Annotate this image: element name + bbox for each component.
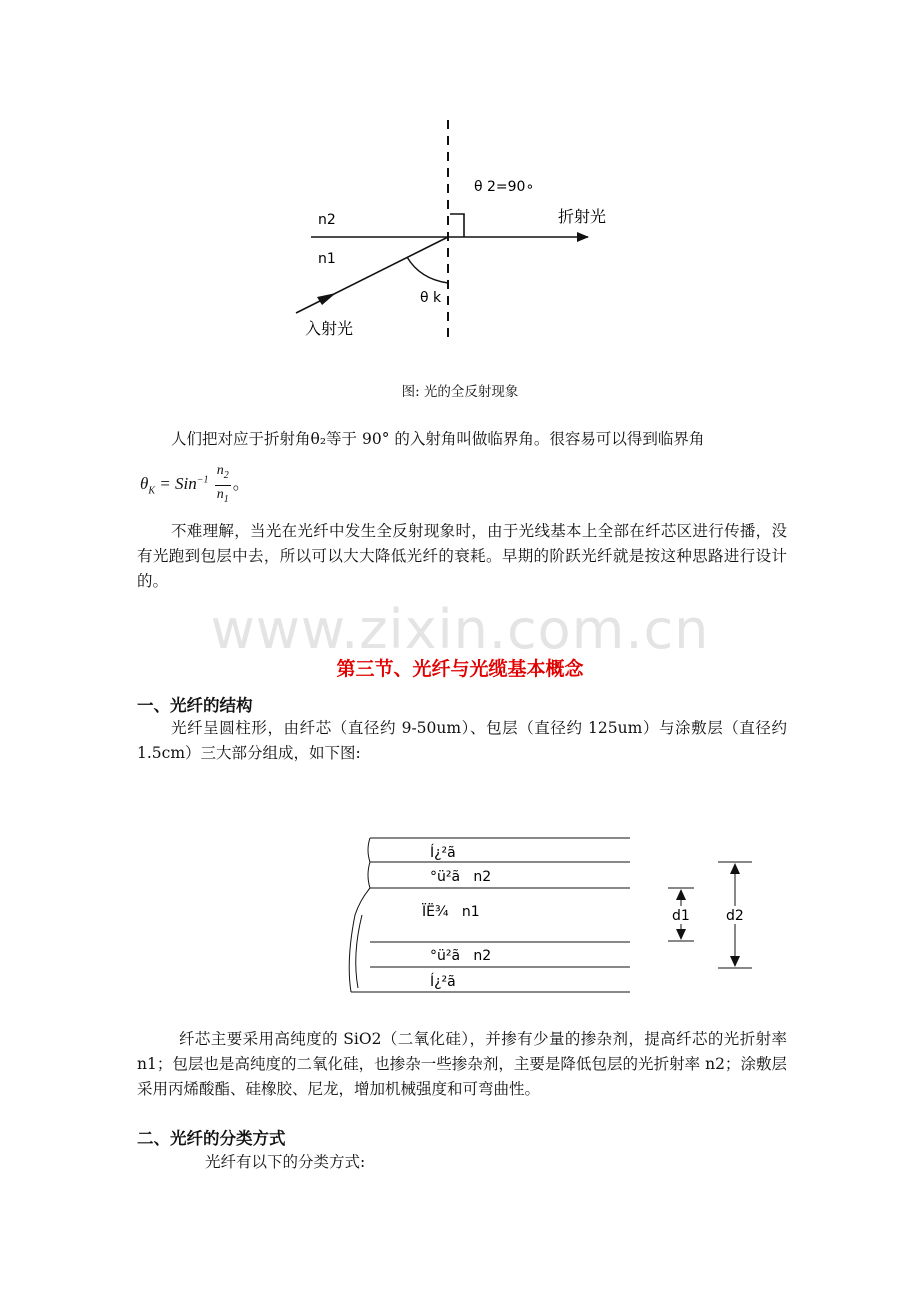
fiber-end-outline bbox=[349, 838, 370, 992]
formula-den-sub: 1 bbox=[223, 493, 229, 505]
right-angle-mark bbox=[450, 214, 464, 237]
d2-arrow-down bbox=[730, 956, 740, 967]
paragraph-fiber-structure: 光纤呈圆柱形，由纤芯（直径约 9-50um）、包层（直径约 125um）与涂敷层（直径约 1.5cm）三大部分组成，如下图: bbox=[137, 719, 787, 762]
incident-arrowhead bbox=[317, 293, 336, 305]
paragraph-materials: 纤芯主要采用高纯度的 SiO2（二氧化硅），并掺有少量的掺杂剂，提高纤芯的光折射率 n1；包层也是高纯度的二氧化硅，也掺杂一些掺杂剂，主要是降低包层的光折射率 n2；涂敷层采用丙烯酸酯、硅橡胶、尼龙，增加机械强度和可弯曲性。 bbox=[137, 1030, 787, 1098]
section-title: 第三节、光纤与光缆基本概念 bbox=[336, 658, 584, 680]
cladding-top-label: °ü²ã n2 bbox=[430, 869, 492, 885]
formula-end: 。 bbox=[232, 474, 250, 494]
n1-label: n1 bbox=[318, 251, 336, 267]
heading-fiber-classification: 二、光纤的分类方式 bbox=[137, 1129, 286, 1148]
paragraph-reflection-explanation: 不难理解，当光在光纤中发生全反射现象时，由于光线基本上全部在纤芯区进行传播，没有光跑到包层中去，所以可以大大降低光纤的衰耗。早期的阶跃光纤就是按这种思路进行设计的。 bbox=[137, 522, 787, 590]
coating-bottom-label: Í¿²ã bbox=[430, 974, 456, 990]
d2-label: d2 bbox=[726, 908, 744, 924]
formula-fraction bbox=[215, 462, 231, 509]
coating-top-label: Í¿²ã bbox=[430, 845, 456, 861]
critical-angle-arc bbox=[407, 257, 448, 283]
formula-num: n bbox=[216, 463, 224, 478]
heading-fiber-structure: 一、光纤的结构 bbox=[137, 696, 253, 715]
total-reflection-diagram bbox=[0, 0, 920, 380]
n2-label: n2 bbox=[318, 212, 336, 228]
watermark: www.zixin.com.cn bbox=[210, 598, 710, 661]
formula-eq: = Sin bbox=[155, 474, 197, 494]
fiber-end-curve bbox=[356, 915, 362, 988]
core-label: ÏË¾ n1 bbox=[422, 904, 480, 920]
incident-light-label: 入射光 bbox=[305, 319, 354, 338]
formula-den: n bbox=[216, 486, 224, 502]
formula-theta: θ bbox=[140, 474, 149, 494]
formula-num-sub: 2 bbox=[223, 469, 229, 481]
d1-label: d1 bbox=[672, 908, 690, 924]
d1-arrow-down bbox=[676, 929, 686, 940]
cladding-bottom-label: °ü²ã n2 bbox=[430, 948, 492, 964]
thetak-label: θ k bbox=[420, 290, 442, 306]
refracted-light-label: 折射光 bbox=[558, 207, 607, 226]
formula-theta-sub: K bbox=[148, 485, 156, 497]
paragraph-classification-intro: 光纤有以下的分类方式: bbox=[205, 1153, 366, 1171]
fiber-structure-diagram bbox=[0, 820, 920, 1010]
d1-arrow-up bbox=[676, 889, 686, 900]
figure1-caption: 图: 光的全反射现象 bbox=[401, 384, 519, 400]
theta2-label: θ 2=90∘ bbox=[474, 179, 535, 195]
d2-arrow-up bbox=[730, 863, 740, 874]
formula-sup: −1 bbox=[196, 474, 209, 486]
paragraph-critical-angle: 人们把对应于折射角θ₂等于 90° 的入射角叫做临界角。很容易可以得到临界角 bbox=[171, 430, 705, 448]
critical-angle-formula bbox=[140, 462, 250, 509]
